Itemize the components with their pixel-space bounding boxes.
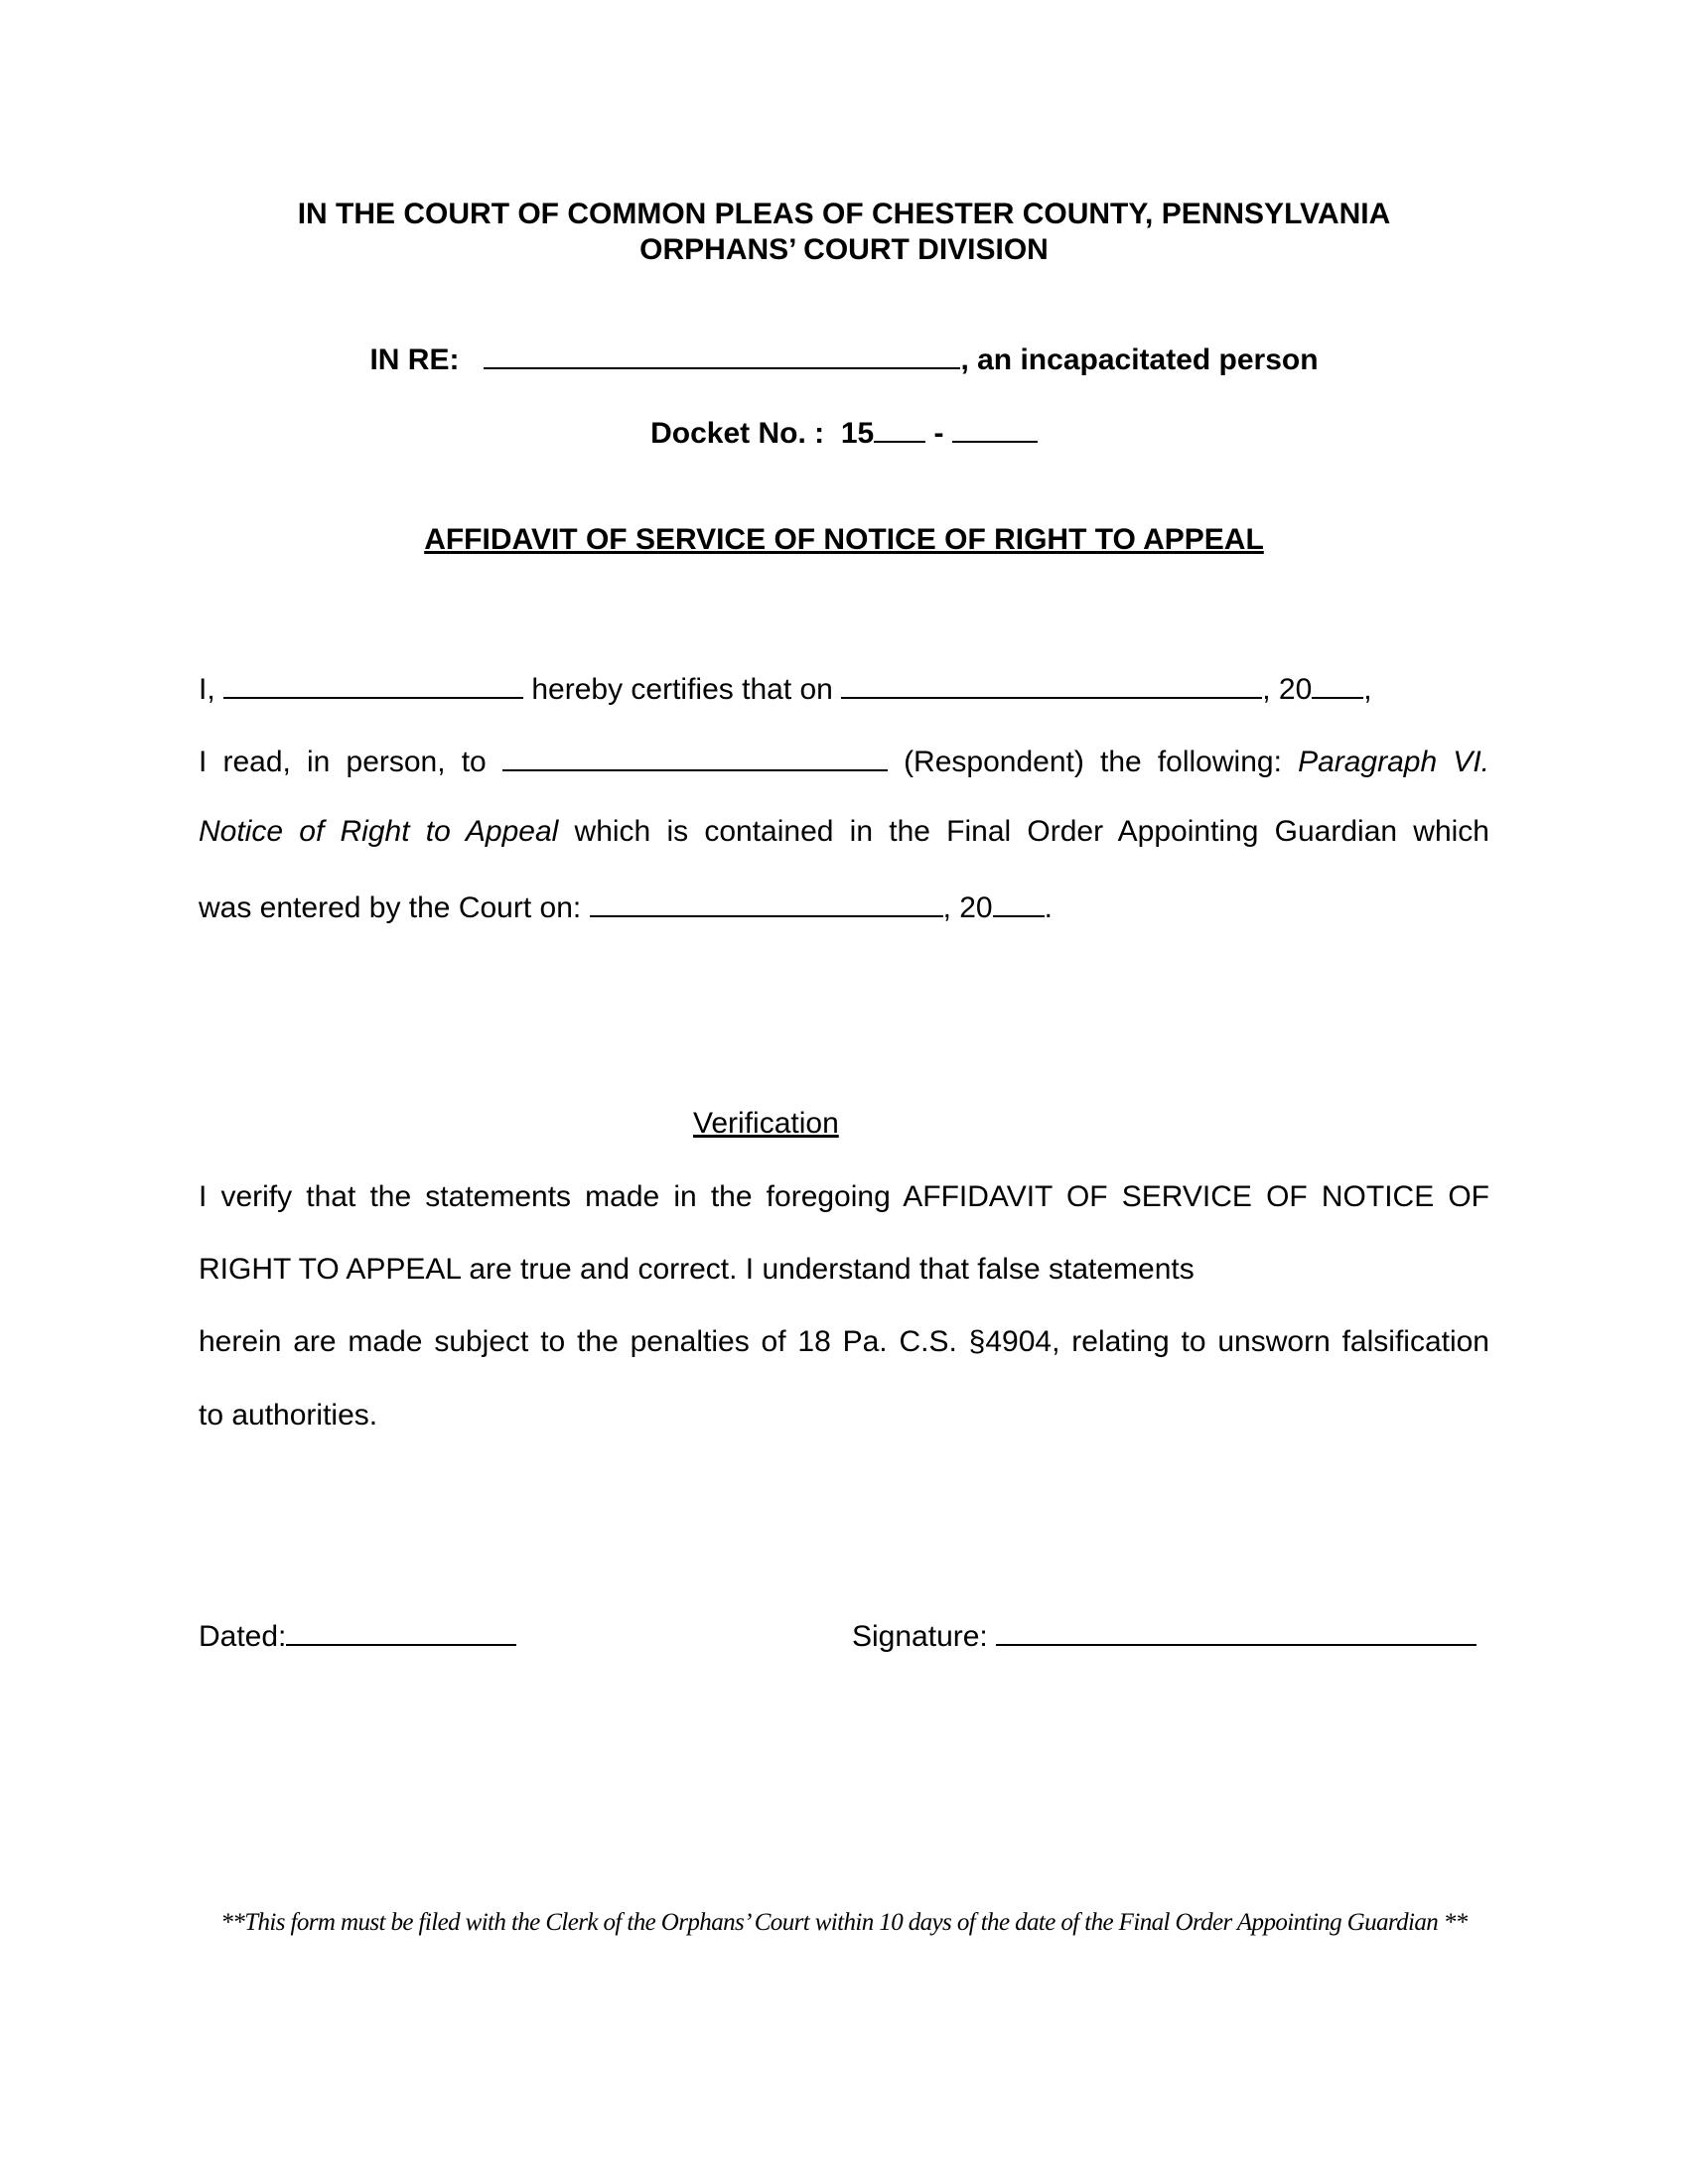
filing-deadline-note <box>0 1908 1688 1938</box>
service-date-field[interactable] <box>841 669 1262 699</box>
final-order-text: which is contained in the Final Order Appointing Guardian which <box>574 815 1489 848</box>
document-title <box>0 522 1688 558</box>
affiant-name-field[interactable] <box>223 669 523 699</box>
line1-end-punct: , <box>1363 673 1372 706</box>
verification-line-3 <box>199 1324 1489 1360</box>
notice-title-text: Notice of Right to Appeal <box>199 815 559 848</box>
in-re-label: IN RE: <box>369 343 460 376</box>
read-in-person-text: I read, in person, to <box>199 746 487 778</box>
docket-line <box>0 413 1688 452</box>
signature-field[interactable] <box>996 1616 1477 1646</box>
affidavit-line-4 <box>199 887 1489 926</box>
verification-line-4 <box>199 1398 1489 1433</box>
entered-by-court-text: was entered by the Court on: <box>199 891 582 924</box>
docket-year-field[interactable] <box>874 413 925 443</box>
respondent-following-text: (Respondent) the following: <box>904 746 1282 778</box>
verification-text-4: to authorities. <box>199 1399 378 1432</box>
docket-number-field[interactable] <box>952 413 1038 443</box>
dated-line <box>199 1616 516 1655</box>
affidavit-line-1 <box>199 669 1489 708</box>
verification-line-2 <box>199 1252 1489 1288</box>
certifies-text: hereby certifies that on <box>531 673 833 706</box>
signature-line <box>852 1616 1477 1655</box>
affidavit-line-3 <box>199 814 1489 850</box>
dated-label: Dated: <box>199 1620 287 1653</box>
service-year-field[interactable] <box>1312 669 1363 699</box>
division-heading <box>0 232 1688 268</box>
affiant-prefix: I, <box>199 673 215 706</box>
service-year-prefix: , 20 <box>1262 673 1313 706</box>
dated-field[interactable] <box>286 1616 516 1646</box>
paragraph-reference-text: Paragraph VI. <box>1298 746 1489 778</box>
docket-label: Docket No. : <box>650 417 825 450</box>
court-name-text: IN THE COURT OF COMMON PLEAS OF CHESTER COUNTY, PENNSYLVANIA <box>297 198 1391 230</box>
verification-line-1 <box>199 1179 1489 1215</box>
affidavit-line-2 <box>199 742 1489 780</box>
docket-separator: - <box>933 417 944 450</box>
line4-end-punct: . <box>1044 891 1053 924</box>
in-re-line <box>0 340 1688 378</box>
verification-text-1: I verify that the statements made in the foregoing AFFIDAVIT OF SERVICE OF NOTICE OF <box>199 1180 1489 1213</box>
order-year-prefix: , 20 <box>942 891 993 924</box>
signature-label: Signature: <box>852 1620 988 1653</box>
verification-text-3: herein are made subject to the penalties of 18 Pa. C.S. §4904, relating to unsworn falsification <box>199 1325 1489 1358</box>
filing-deadline-text: **This form must be filed with the Clerk of the Orphans’ Court within 10 days of the date of the Final Order Appointing Guardian ** <box>220 1909 1468 1936</box>
docket-prefix: 15 <box>840 417 875 450</box>
order-entry-date-field[interactable] <box>590 887 943 917</box>
in-re-suffix: , an incapacitated person <box>960 343 1319 376</box>
order-year-field[interactable] <box>993 887 1045 917</box>
document-title-text: AFFIDAVIT OF SERVICE OF NOTICE OF RIGHT TO APPEAL <box>424 523 1264 556</box>
court-name-heading <box>0 197 1688 232</box>
incapacitated-person-name-field[interactable] <box>484 340 960 369</box>
verification-heading-text: Verification <box>693 1107 839 1140</box>
verification-heading <box>693 1106 839 1142</box>
division-text: ORPHANS’ COURT DIVISION <box>639 233 1049 266</box>
verification-text-2: RIGHT TO APPEAL are true and correct. I understand that false statements <box>199 1253 1195 1286</box>
respondent-name-field[interactable] <box>502 742 888 771</box>
